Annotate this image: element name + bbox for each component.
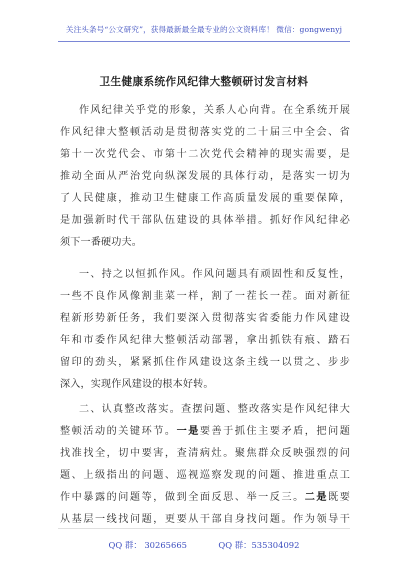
paragraph-line: 须下一番硬功夫。 xyxy=(60,237,142,248)
paragraph-line: 推动全面从严治党向纵深发展的具体行动，是落实一切为 xyxy=(60,171,350,182)
paragraph-line: 一、持之以恒抓作风。作风问题具有顽固性和反复性， xyxy=(79,269,350,280)
paragraph-line: 二、认真整改落实。查摆问题、整改落实是作风纪律大 xyxy=(79,404,350,415)
paragraph-line: 第十一次党代会、市第十二次党代会精神的现实需要，是 xyxy=(60,149,350,160)
paragraph-section-two xyxy=(60,399,350,531)
footer-divider xyxy=(58,528,350,529)
paragraph-line: 是加强新时代干部队伍建设的具体举措。抓好作风纪律必 xyxy=(60,215,350,226)
paragraph-section-one xyxy=(60,264,350,396)
paragraph-line: 找准找全，切中要害，查清病灶。聚焦群众反映强烈的问 xyxy=(60,448,350,459)
paragraph-line: 题、上级指出的问题、巡视巡察发现的问题、推进重点工 xyxy=(60,470,350,481)
paragraph-intro xyxy=(60,100,350,254)
emphasis-second: 二是 xyxy=(304,492,329,503)
line-text: 作中暴露的问题等，做到全面反思、举一反三。 xyxy=(60,492,305,503)
footer-qq-group-2: QQ 群：535304092 xyxy=(218,540,300,550)
paragraph-line: 程新形势新任务，我们要深入贯彻落实省委能力作风建设 xyxy=(60,313,350,324)
header-divider xyxy=(58,41,350,42)
paragraph-line: 作风纪律关乎党的形象，关系人心向背。在全系统开展 xyxy=(79,105,350,116)
paragraph-line: 留印的劲头，紧紧抓住作风建设这条主线一以贯之、步步 xyxy=(60,357,350,368)
footer-qq-group-1: QQ 群： 30265665 xyxy=(108,540,187,550)
paragraph-line: 年和市委作风纪律大整顿活动部署，拿出抓铁有痕、踏石 xyxy=(60,335,350,346)
line-text: 既要 xyxy=(328,492,350,503)
document-title: 卫生健康系统作风纪律大整顿研讨发言材料 xyxy=(99,76,309,88)
paragraph-line: 一些不良作风像割韭菜一样，割了一茬长一茬。面对新征 xyxy=(60,291,350,302)
line-text: 要善于抓住主要矛盾，把问题 xyxy=(199,426,350,437)
line-text: 整顿活动的关键环节。 xyxy=(60,426,177,437)
paragraph-line xyxy=(60,421,350,443)
paragraph-line: 作风纪律大整顿活动是贯彻落实党的二十届三中全会、省 xyxy=(60,127,350,138)
paragraph-line: 深入，实现作风建设的根本好转。 xyxy=(60,379,214,390)
emphasis-first: 一是 xyxy=(176,426,200,437)
header-banner: 关注头条号“公文研究”，获得最新最全最专业的公文资料库！ 微信：gongwenyj xyxy=(65,25,343,34)
footer xyxy=(0,539,408,551)
paragraph-line: 从基层一线找问题，更要从干部自身找问题。作为领导干 xyxy=(60,514,350,525)
paragraph-line: 了人民健康，推动卫生健康工作高质量发展的重要保障， xyxy=(60,193,350,204)
paragraph-line xyxy=(60,487,350,509)
